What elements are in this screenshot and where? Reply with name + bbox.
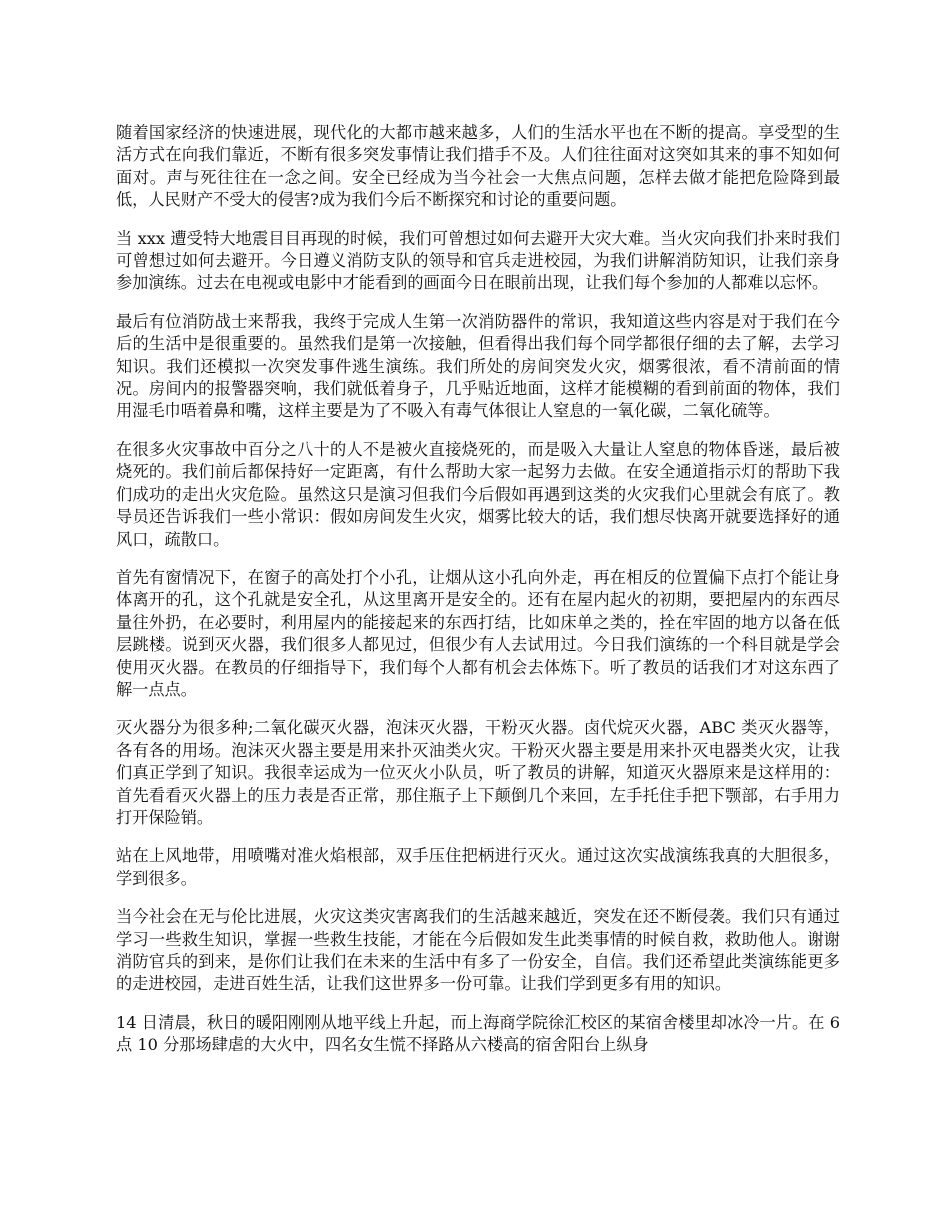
paragraph-3: 最后有位消防战士来帮我，我终于完成人生第一次消防器件的常识，我知道这些内容是对于我们在今后的生活中是很重要的。虽然我们是第一次接触，但看得出我们每个同学都很仔细的去了解，去学习知识。我们还模拟一次突发事件逃生演练。我们所处的房间突发火灾，烟雾很浓，看不清前面的情况。房间内的报警器突响，我们就低着身子，几乎贴近地面，这样才能模糊的看到前面的物体，我们用湿毛巾唔着鼻和嘴，这样主要是为了不吸入有毒气体很让人窒息的一氧化碳，二氧化硫等。 [116, 311, 840, 421]
paragraph-8: 当今社会在无与伦比进展，火灾这类灾害离我们的生活越来越近，突发在还不断侵袭。我们只有通过学习一些救生知识，掌握一些救生技能，才能在今后假如发生此类事情的时候自救，救助他人。谢谢消防官兵的到来，是你们让我们在未来的生活中有多了一份安全，自信。我们还希望此类演练能更多的走进校园，走进百姓生活，让我们这世界多一份可靠。让我们学到更多有用的知识。 [116, 907, 840, 994]
document-body [116, 122, 840, 1073]
paragraph-4: 在很多火灾事故中百分之八十的人不是被火直接烧死的，而是吸入大量让人窒息的物体昏迷，最后被烧死的。我们前后都保持好一定距离，有什么帮助大家一起努力去做。在安全通道指示灯的帮助下我们成功的走出火灾危险。虽然这只是演习但我们今后假如再遇到这类的火灾我们心里就会有底了。教导员还告诉我们一些小常识：假如房间发生火灾，烟雾比较大的话，我们想尽快离开就要选择好的通风口，疏散口。 [116, 439, 840, 549]
paragraph-1: 随着国家经济的快速进展，现代化的大都市越来越多，人们的生活水平也在不断的提高。享受型的生活方式在向我们靠近，不断有很多突发事情让我们措手不及。人们往往面对这突如其来的事不知如何面对。声与死往往在一念之间。安全已经成为当今社会一大焦点问题，怎样去做才能把危险降到最低，人民财产不受大的侵害?成为我们今后不断探究和讨论的重要问题。 [116, 123, 840, 210]
paragraph-6: 灭火器分为很多种;二氧化碳灭火器，泡沫灭火器，干粉灭火器。卤代烷灭火器，ABC 类灭火器等，各有各的用场。泡沫灭火器主要是用来扑灭油类火灾。干粉灭火器主要是用来扑灭电器类火灾，让我们真正学到了知识。我很幸运成为一位灭火小队员，听了教员的讲解，知道灭火器原来是这样用的：首先看看灭火器上的压力表是否正常，那住瓶子上下颠倒几个来回，左手托住手把下颚部，右手用力打开保险销。 [116, 718, 840, 827]
paragraph-9: 14 日清晨，秋日的暖阳刚刚从地平线上升起，而上海商学院徐汇校区的某宿舍楼里却冰冷一片。在 6 点 10 分那场肆虐的大火中，四名女生慌不择路从六楼高的宿舍阳台上纵身 [116, 1012, 840, 1055]
paragraph-2: 当 xxx 遭受特大地震目目再现的时候，我们可曾想过如何去避开大灾大难。当火灾向我们扑来时我们可曾想过如何去避开。今日遵义消防支队的领导和官兵走进校园，为我们讲解消防知识，让我们亲身参加演练。过去在电视或电影中才能看到的画面今日在眼前出现，让我们每个参加的人都难以忘怀。 [116, 228, 840, 293]
paragraph-5: 首先有窗情况下，在窗子的高处打个小孔，让烟从这小孔向外走，再在相反的位置偏下点打个能让身体离开的孔，这个孔就是安全孔，从这里离开是安全的。还有在屋内起火的初期，要把屋内的东西尽量往外扔，在必要时，利用屋内的能接起来的东西打结，比如床单之类的，拴在牢固的地方以备在低层跳楼。说到灭火器，我们很多人都见过，但很少有人去试用过。今日我们演练的一个科目就是学会使用灭火器。在教员的仔细指导下，我们每个人都有机会去体炼下。听了教员的话我们才对这东西了解一点点。 [116, 567, 840, 699]
paragraph-7: 站在上风地带，用喷嘴对准火焰根部，双手压住把柄进行灭火。通过这次实战演练我真的大胆很多，学到很多。 [116, 846, 840, 888]
